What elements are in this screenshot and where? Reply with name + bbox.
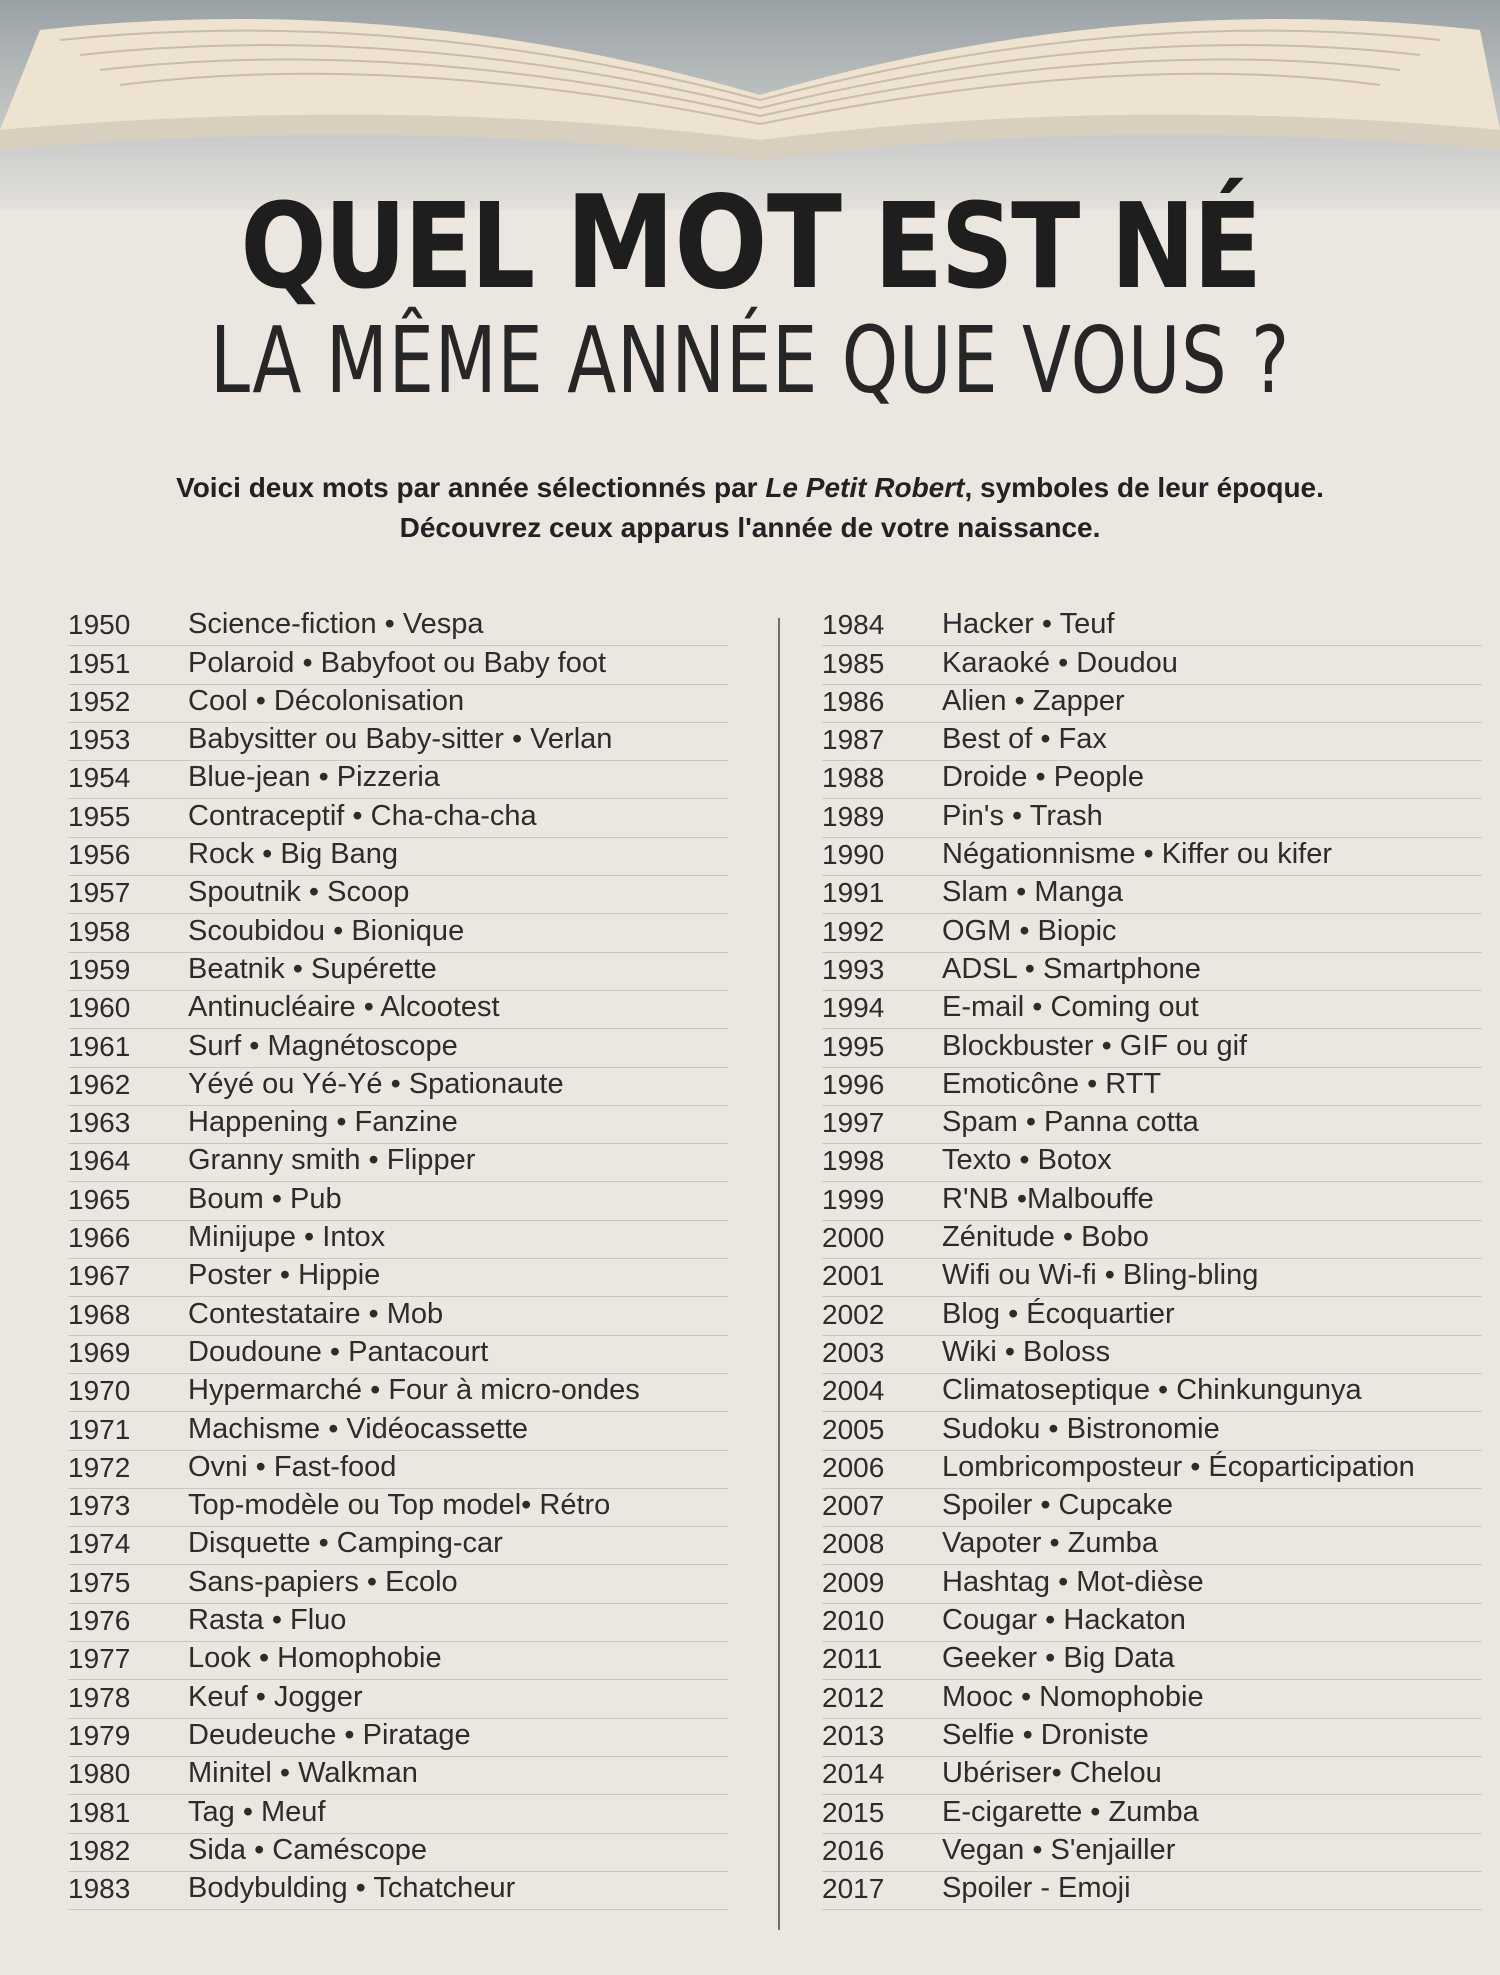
words-label: Happening • Fanzine	[188, 1106, 458, 1139]
year-label: 2005	[822, 1413, 885, 1445]
words-label: Poster • Hippie	[188, 1259, 381, 1292]
year-label: 1988	[822, 762, 885, 794]
year-label: 1953	[68, 724, 131, 756]
list-item	[68, 991, 728, 1029]
list-item	[68, 1144, 728, 1182]
list-item	[822, 1719, 1482, 1757]
list-item	[822, 799, 1482, 837]
year-label: 1993	[822, 953, 885, 985]
words-label: Ovni • Fast-food	[188, 1450, 397, 1483]
list-item	[822, 1106, 1482, 1144]
intro-text	[0, 468, 1500, 548]
year-label: 1977	[68, 1643, 131, 1675]
year-label: 1976	[68, 1605, 131, 1637]
list-item	[822, 1182, 1482, 1220]
intro-line-1-end: , symboles de leur époque.	[964, 472, 1324, 503]
list-item	[68, 1872, 728, 1910]
list-item	[68, 1604, 728, 1642]
year-label: 1992	[822, 915, 885, 947]
list-item	[68, 1221, 728, 1259]
year-label: 1960	[68, 992, 131, 1024]
words-label: Ubériser• Chelou	[942, 1757, 1162, 1790]
words-label: Contestataire • Mob	[188, 1297, 444, 1330]
list-item	[822, 1297, 1482, 1335]
list-item	[822, 1451, 1482, 1489]
words-label: Blog • Écoquartier	[942, 1297, 1175, 1330]
list-item	[822, 723, 1482, 761]
year-label: 1974	[68, 1528, 131, 1560]
intro-line-1-start: Voici deux mots par année sélectionnés par	[176, 472, 766, 503]
words-label: Spam • Panna cotta	[942, 1106, 1199, 1139]
year-label: 1963	[68, 1107, 131, 1139]
year-label: 1998	[822, 1145, 885, 1177]
list-item	[822, 1029, 1482, 1067]
list-item	[822, 1144, 1482, 1182]
words-label: Hypermarché • Four à micro-ondes	[188, 1374, 640, 1407]
year-label: 1954	[68, 762, 131, 794]
list-item	[822, 1527, 1482, 1565]
list-item	[68, 1336, 728, 1374]
list-item	[68, 1795, 728, 1833]
intro-source-name: Le Petit Robert	[765, 472, 965, 503]
year-label: 2000	[822, 1222, 885, 1254]
words-label: Karaoké • Doudou	[942, 646, 1178, 679]
year-label: 1959	[68, 953, 131, 985]
year-label: 1975	[68, 1566, 131, 1598]
list-item	[68, 1642, 728, 1680]
column-divider	[778, 618, 780, 1930]
year-label: 1979	[68, 1719, 131, 1751]
words-label: Babysitter ou Baby-sitter • Verlan	[188, 723, 613, 756]
words-label: Spoutnik • Scoop	[188, 876, 410, 909]
year-label: 1964	[68, 1145, 131, 1177]
year-label: 1950	[68, 609, 131, 641]
list-item	[822, 685, 1482, 723]
list-item	[822, 646, 1482, 684]
year-label: 2013	[822, 1719, 885, 1751]
list-item	[822, 1412, 1482, 1450]
year-label: 1966	[68, 1222, 131, 1254]
words-label: Deudeuche • Piratage	[188, 1718, 471, 1751]
year-label: 1956	[68, 839, 131, 871]
year-label: 1958	[68, 915, 131, 947]
year-label: 1985	[822, 647, 885, 679]
list-item	[68, 1029, 728, 1067]
words-label: Pin's • Trash	[942, 799, 1103, 832]
list-item	[822, 838, 1482, 876]
words-label: Doudoune • Pantacourt	[188, 1335, 489, 1368]
year-label: 1973	[68, 1490, 131, 1522]
list-item	[68, 1259, 728, 1297]
words-label: Rasta • Fluo	[188, 1604, 347, 1637]
year-label: 2003	[822, 1336, 885, 1368]
list-item	[822, 1834, 1482, 1872]
list-item	[822, 1374, 1482, 1412]
list-item	[68, 1374, 728, 1412]
year-label: 1972	[68, 1451, 131, 1483]
words-label: Lombricomposteur • Écoparticipation	[942, 1450, 1415, 1483]
year-label: 1997	[822, 1107, 885, 1139]
words-label: Granny smith • Flipper	[188, 1144, 476, 1177]
list-item	[68, 1106, 728, 1144]
words-label: Machisme • Vidéocassette	[188, 1412, 529, 1445]
list-item	[822, 1642, 1482, 1680]
list-item	[822, 1795, 1482, 1833]
words-label: Rock • Big Bang	[188, 838, 399, 871]
words-label: Antinucléaire • Alcootest	[188, 991, 500, 1024]
year-label: 1968	[68, 1298, 131, 1330]
list-item	[822, 876, 1482, 914]
year-label: 2002	[822, 1298, 885, 1330]
year-label: 1965	[68, 1183, 131, 1215]
words-label: Scoubidou • Bionique	[188, 914, 465, 947]
year-label: 2010	[822, 1605, 885, 1637]
list-item	[68, 646, 728, 684]
year-label: 1969	[68, 1336, 131, 1368]
list-item	[822, 991, 1482, 1029]
year-label: 1971	[68, 1413, 131, 1445]
words-label: Bodybulding • Tchatcheur	[188, 1872, 516, 1905]
year-label: 1952	[68, 685, 131, 717]
list-item	[822, 1604, 1482, 1642]
list-item	[68, 1068, 728, 1106]
words-label: Top-modèle ou Top model• Rétro	[188, 1489, 611, 1522]
list-item	[68, 1680, 728, 1718]
words-label: Beatnik • Supérette	[188, 952, 437, 985]
words-label: E-mail • Coming out	[942, 991, 1199, 1024]
intro-line-1	[0, 468, 1500, 508]
words-label: Minijupe • Intox	[188, 1221, 386, 1254]
words-label: Hashtag • Mot-dièse	[942, 1565, 1204, 1598]
list-item	[822, 608, 1482, 646]
year-label: 1983	[68, 1873, 131, 1905]
list-item	[68, 608, 728, 646]
year-label: 1996	[822, 1068, 885, 1100]
year-label: 2012	[822, 1681, 885, 1713]
left-column	[68, 608, 728, 1910]
words-label: Wiki • Boloss	[942, 1335, 1111, 1368]
list-item	[822, 1680, 1482, 1718]
year-label: 1990	[822, 839, 885, 871]
year-label: 1955	[68, 800, 131, 832]
list-item	[822, 953, 1482, 991]
year-label: 1989	[822, 800, 885, 832]
year-label: 1970	[68, 1375, 131, 1407]
list-item	[822, 1565, 1482, 1603]
year-label: 1999	[822, 1183, 885, 1215]
list-item	[68, 914, 728, 952]
year-label: 2008	[822, 1528, 885, 1560]
year-label: 1995	[822, 1030, 885, 1062]
words-label: Hacker • Teuf	[942, 608, 1115, 641]
words-label: Texto • Botox	[942, 1144, 1112, 1177]
list-item	[68, 1719, 728, 1757]
list-item	[68, 1565, 728, 1603]
words-label: Keuf • Jogger	[188, 1680, 363, 1713]
list-item	[68, 1834, 728, 1872]
year-label: 1962	[68, 1068, 131, 1100]
words-label: Wifi ou Wi-fi • Bling-bling	[942, 1259, 1259, 1292]
year-label: 1991	[822, 877, 885, 909]
words-label: Sudoku • Bistronomie	[942, 1412, 1220, 1445]
words-label: Blockbuster • GIF ou gif	[942, 1029, 1248, 1062]
words-label: Cougar • Hackaton	[942, 1604, 1186, 1637]
words-label: Tag • Meuf	[188, 1795, 326, 1828]
words-label: OGM • Biopic	[942, 914, 1117, 947]
year-label: 2006	[822, 1451, 885, 1483]
words-label: Selfie • Droniste	[942, 1718, 1149, 1751]
year-label: 1987	[822, 724, 885, 756]
list-item	[822, 761, 1482, 799]
year-label: 1961	[68, 1030, 131, 1062]
words-label: Droide • People	[942, 761, 1144, 794]
year-label: 1978	[68, 1681, 131, 1713]
words-label: Blue-jean • Pizzeria	[188, 761, 440, 794]
words-label: R'NB •Malbouffe	[942, 1182, 1154, 1215]
list-item	[822, 1336, 1482, 1374]
words-label: Disquette • Camping-car	[188, 1527, 503, 1560]
words-label: Climatoseptique • Chinkungunya	[942, 1374, 1362, 1407]
year-label: 2014	[822, 1758, 885, 1790]
words-label: E-cigarette • Zumba	[942, 1795, 1199, 1828]
year-label: 2001	[822, 1260, 885, 1292]
list-item	[68, 723, 728, 761]
list-item	[822, 1489, 1482, 1527]
year-label: 2007	[822, 1490, 885, 1522]
year-label: 1984	[822, 609, 885, 641]
year-label: 2004	[822, 1375, 885, 1407]
title-line-1	[105, 169, 1395, 318]
intro-line-2: Découvrez ceux apparus l'année de votre naissance.	[399, 512, 1101, 543]
list-item	[822, 914, 1482, 952]
year-label: 2015	[822, 1796, 885, 1828]
list-item	[822, 1259, 1482, 1297]
words-label: Minitel • Walkman	[188, 1757, 418, 1790]
words-label: Surf • Magnétoscope	[188, 1029, 458, 1062]
words-label: Négationnisme • Kiffer ou kifer	[942, 838, 1333, 871]
list-item	[68, 876, 728, 914]
year-label: 1986	[822, 685, 885, 717]
list-item	[822, 1221, 1482, 1259]
list-item	[68, 685, 728, 723]
year-label: 1980	[68, 1758, 131, 1790]
list-item	[68, 1412, 728, 1450]
list-item	[68, 1451, 728, 1489]
list-item	[68, 1489, 728, 1527]
year-label: 1951	[68, 647, 131, 679]
list-item	[68, 799, 728, 837]
words-label: Slam • Manga	[942, 876, 1124, 909]
list-item	[68, 1527, 728, 1565]
words-label: Cool • Décolonisation	[188, 684, 465, 717]
words-label: Sans-papiers • Ecolo	[188, 1565, 458, 1598]
list-item	[68, 1297, 728, 1335]
words-label: Sida • Caméscope	[188, 1833, 428, 1866]
page-title	[0, 169, 1500, 414]
year-label: 1967	[68, 1260, 131, 1292]
words-label: Spoiler - Emoji	[942, 1872, 1131, 1905]
title-word-quel: QUEL	[240, 177, 533, 315]
year-label: 2009	[822, 1566, 885, 1598]
list-item	[68, 761, 728, 799]
list-item	[68, 953, 728, 991]
words-label: Polaroid • Babyfoot ou Baby foot	[188, 646, 607, 679]
list-item	[68, 1182, 728, 1220]
words-label: Vegan • S'enjailler	[942, 1833, 1176, 1866]
year-label: 1994	[822, 992, 885, 1024]
words-label: Alien • Zapper	[942, 684, 1125, 717]
words-label: Zénitude • Bobo	[942, 1221, 1149, 1254]
words-label: Contraceptif • Cha-cha-cha	[188, 799, 537, 832]
words-label: Geeker • Big Data	[942, 1642, 1175, 1675]
words-label: Best of • Fax	[942, 723, 1107, 756]
words-label: Spoiler • Cupcake	[942, 1489, 1173, 1522]
list-item	[68, 1757, 728, 1795]
words-label: Look • Homophobie	[188, 1642, 442, 1675]
title-line-2: LA MÊME ANNÉE QUE VOUS ?	[210, 307, 1290, 414]
title-word-mot: MOT	[565, 169, 842, 318]
year-label: 1982	[68, 1834, 131, 1866]
words-label: ADSL • Smartphone	[942, 952, 1201, 985]
year-label: 1981	[68, 1796, 131, 1828]
words-label: Vapoter • Zumba	[942, 1527, 1158, 1560]
year-label: 2011	[822, 1643, 883, 1675]
year-label: 2016	[822, 1834, 885, 1866]
words-label: Yéyé ou Yé-Yé • Spationaute	[188, 1067, 564, 1100]
year-label: 1957	[68, 877, 131, 909]
words-label: Science-fiction • Vespa	[188, 608, 484, 641]
list-item	[822, 1757, 1482, 1795]
list-item	[68, 838, 728, 876]
words-label: Boum • Pub	[188, 1182, 342, 1215]
words-label: Emoticône • RTT	[942, 1067, 1162, 1100]
words-label: Mooc • Nomophobie	[942, 1680, 1204, 1713]
year-label: 2017	[822, 1873, 885, 1905]
right-column	[822, 608, 1482, 1910]
title-word-est-ne: EST NÉ	[873, 177, 1260, 315]
list-item	[822, 1068, 1482, 1106]
list-item	[822, 1872, 1482, 1910]
